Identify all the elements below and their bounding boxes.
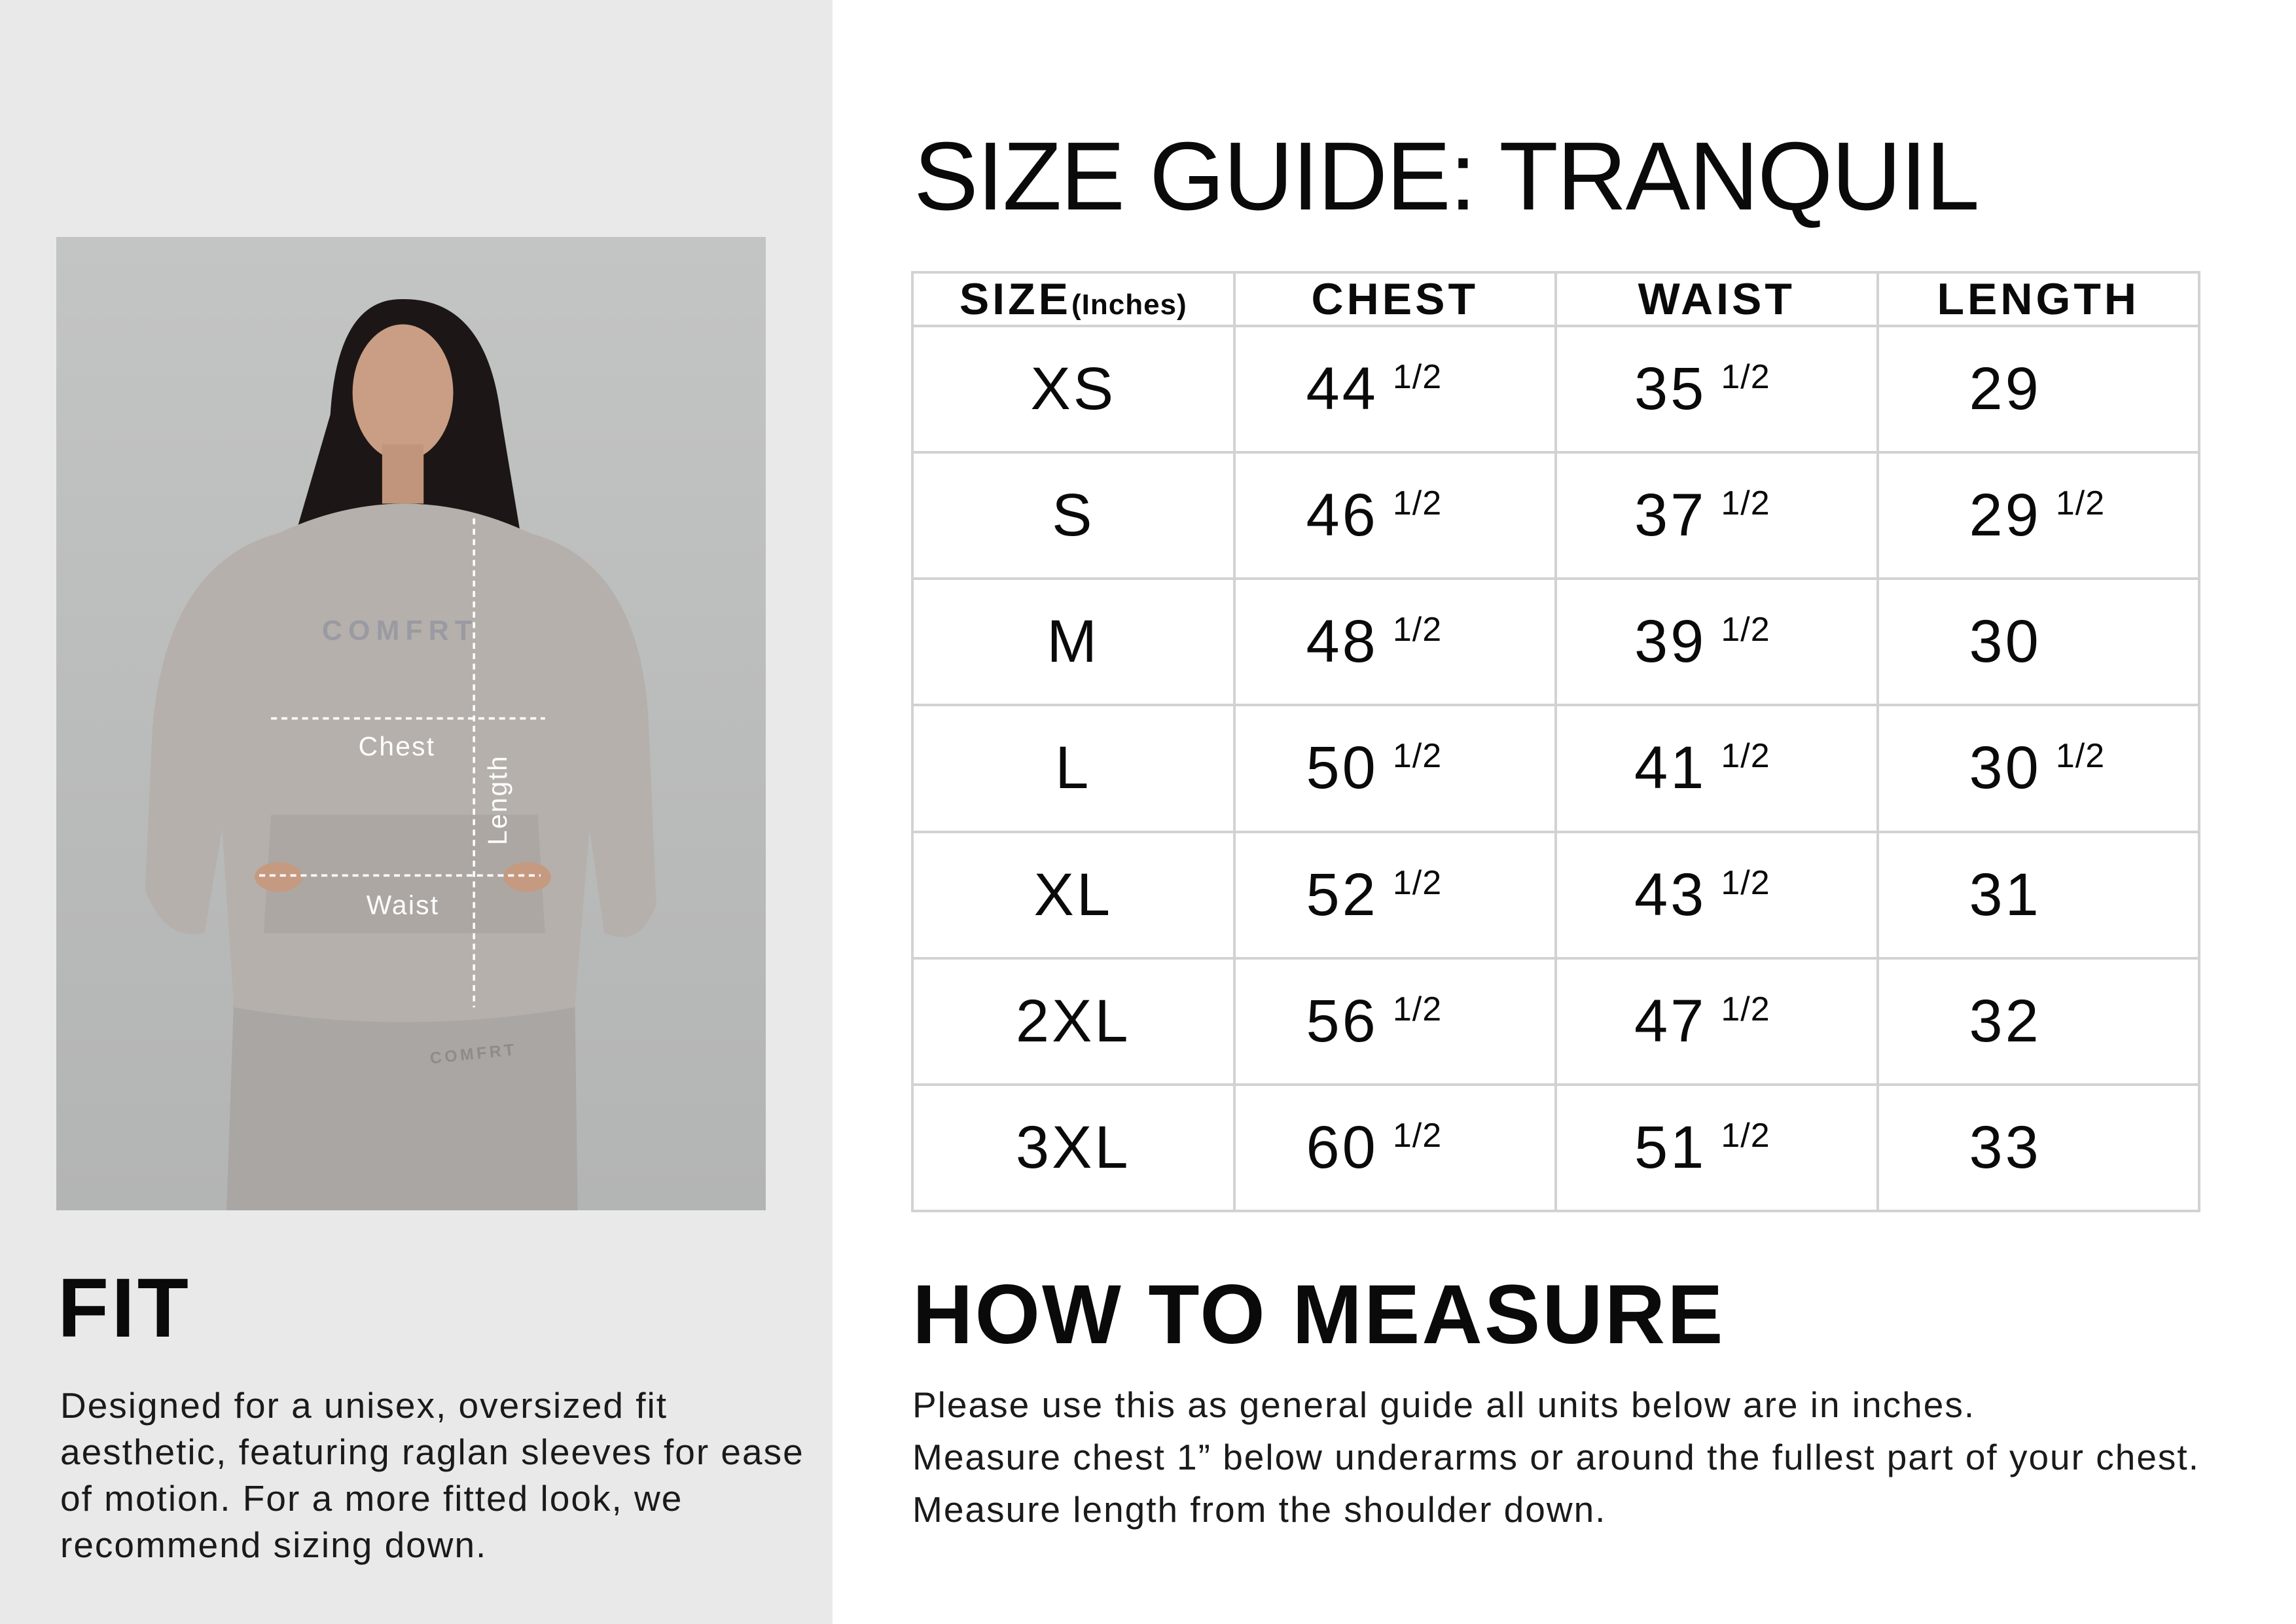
- waist-fraction: 1/2: [1721, 1116, 1770, 1155]
- left-hand: [255, 862, 302, 892]
- table-row: [912, 326, 2199, 452]
- chest-fraction: 1/2: [1392, 1116, 1443, 1155]
- size-cell: L: [912, 705, 1234, 831]
- chest-value: 60: [1306, 1113, 1378, 1181]
- measure-line: Measure chest 1” below underarms or around the fullest part of your chest.: [912, 1437, 2200, 1477]
- left-panel: [0, 0, 833, 1624]
- length-value: 31: [1969, 861, 2041, 928]
- table-row: [912, 832, 2199, 958]
- chest-fraction: 1/2: [1392, 611, 1443, 649]
- chest-value: 44: [1306, 355, 1378, 423]
- chest-fraction: 1/2: [1392, 863, 1443, 902]
- header-size: [912, 272, 1234, 326]
- waist-cell: [1556, 326, 1878, 452]
- chest-cell: [1234, 705, 1556, 831]
- table-body: [912, 326, 2199, 1211]
- length-cell: [1878, 452, 2200, 579]
- measure-line: Please use this as general guide all units below are in inches.: [912, 1384, 1976, 1425]
- header-length: LENGTH: [1878, 272, 2200, 326]
- table-row: [912, 1085, 2199, 1211]
- chest-value: 48: [1306, 608, 1378, 676]
- waist-value: 35: [1634, 355, 1707, 423]
- chest-value: 52: [1306, 861, 1378, 928]
- hoodie-brand-text: COMFRT: [321, 615, 478, 647]
- waist-fraction: 1/2: [1721, 611, 1770, 649]
- waist-cell: [1556, 579, 1878, 705]
- length-value: 29: [1969, 355, 2041, 423]
- face-shape: [353, 325, 454, 461]
- length-fraction: 1/2: [2055, 737, 2106, 776]
- hoodie-shape: [145, 503, 656, 1022]
- length-cell: [1878, 579, 2200, 705]
- size-cell: 2XL: [912, 958, 1234, 1085]
- measure-line: Measure length from the shoulder down.: [912, 1489, 1607, 1530]
- neck-shape: [382, 444, 423, 504]
- header-waist: WAIST: [1556, 272, 1878, 326]
- table-row: [912, 705, 2199, 831]
- chest-fraction: 1/2: [1392, 990, 1443, 1028]
- size-cell: XS: [912, 326, 1234, 452]
- waist-value: 47: [1634, 987, 1707, 1055]
- right-hand: [503, 862, 550, 892]
- chest-value: 46: [1306, 482, 1378, 549]
- length-value: 30: [1969, 608, 2041, 676]
- waist-fraction: 1/2: [1721, 484, 1770, 523]
- chest-fraction: 1/2: [1392, 737, 1443, 776]
- chest-cell: [1234, 452, 1556, 579]
- chest-cell: [1234, 1085, 1556, 1211]
- header-size-label: SIZE: [959, 274, 1071, 324]
- waist-cell: [1556, 958, 1878, 1085]
- waist-value: 51: [1634, 1113, 1707, 1181]
- chest-fraction: 1/2: [1392, 484, 1443, 523]
- size-cell: 3XL: [912, 1085, 1234, 1211]
- chest-cell: [1234, 579, 1556, 705]
- waist-cell: [1556, 832, 1878, 958]
- length-cell: [1878, 326, 2200, 452]
- length-cell: [1878, 1085, 2200, 1211]
- length-value: 30: [1969, 734, 2041, 802]
- size-cell: XL: [912, 832, 1234, 958]
- fit-description: Designed for a unisex, oversized fit aesthetic, featuring raglan sleeves for ease of motion. For a more fitted look, we recommend sizing down.: [60, 1385, 804, 1565]
- waist-fraction: 1/2: [1721, 990, 1770, 1028]
- table-row: [912, 958, 2199, 1085]
- pants-brand-text: COMFRT: [429, 1040, 518, 1068]
- chest-value: 50: [1306, 734, 1378, 802]
- table-row: [912, 579, 2199, 705]
- length-value: 33: [1969, 1113, 2041, 1181]
- model-photo: [56, 237, 766, 1210]
- waist-fraction: 1/2: [1721, 737, 1770, 776]
- chest-cell: [1234, 326, 1556, 452]
- waist-value: 39: [1634, 608, 1707, 676]
- size-cell: S: [912, 452, 1234, 579]
- size-cell: M: [912, 579, 1234, 705]
- waist-fraction: 1/2: [1721, 358, 1770, 397]
- length-value: 32: [1969, 987, 2041, 1055]
- how-to-measure-heading: HOW TO MEASURE: [912, 1268, 1725, 1362]
- chest-fraction: 1/2: [1392, 358, 1443, 397]
- table-row: [912, 452, 2199, 579]
- length-cell: [1878, 958, 2200, 1085]
- waist-value: 41: [1634, 734, 1707, 802]
- page-title: SIZE GUIDE: TRANQUIL: [914, 122, 1979, 230]
- chest-label: Chest: [358, 731, 436, 762]
- header-size-unit: (Inches): [1071, 289, 1187, 321]
- waist-value: 43: [1634, 861, 1707, 928]
- table-header-row: [912, 272, 2199, 326]
- chest-value: 56: [1306, 987, 1378, 1055]
- header-chest: CHEST: [1234, 272, 1556, 326]
- waist-fraction: 1/2: [1721, 863, 1770, 902]
- length-cell: [1878, 705, 2200, 831]
- length-value: 29: [1969, 482, 2041, 549]
- how-to-measure-text: [912, 1382, 2208, 1540]
- length-cell: [1878, 832, 2200, 958]
- length-fraction: 1/2: [2055, 484, 2106, 523]
- chest-cell: [1234, 832, 1556, 958]
- fit-heading: FIT: [58, 1261, 191, 1355]
- waist-cell: [1556, 1085, 1878, 1211]
- chest-cell: [1234, 958, 1556, 1085]
- waist-cell: [1556, 452, 1878, 579]
- waist-cell: [1556, 705, 1878, 831]
- size-chart-table: [911, 271, 2200, 1212]
- waist-label: Waist: [366, 890, 440, 920]
- length-label: Length: [482, 754, 512, 846]
- waist-value: 37: [1634, 482, 1707, 549]
- model-illustration: [56, 237, 766, 1210]
